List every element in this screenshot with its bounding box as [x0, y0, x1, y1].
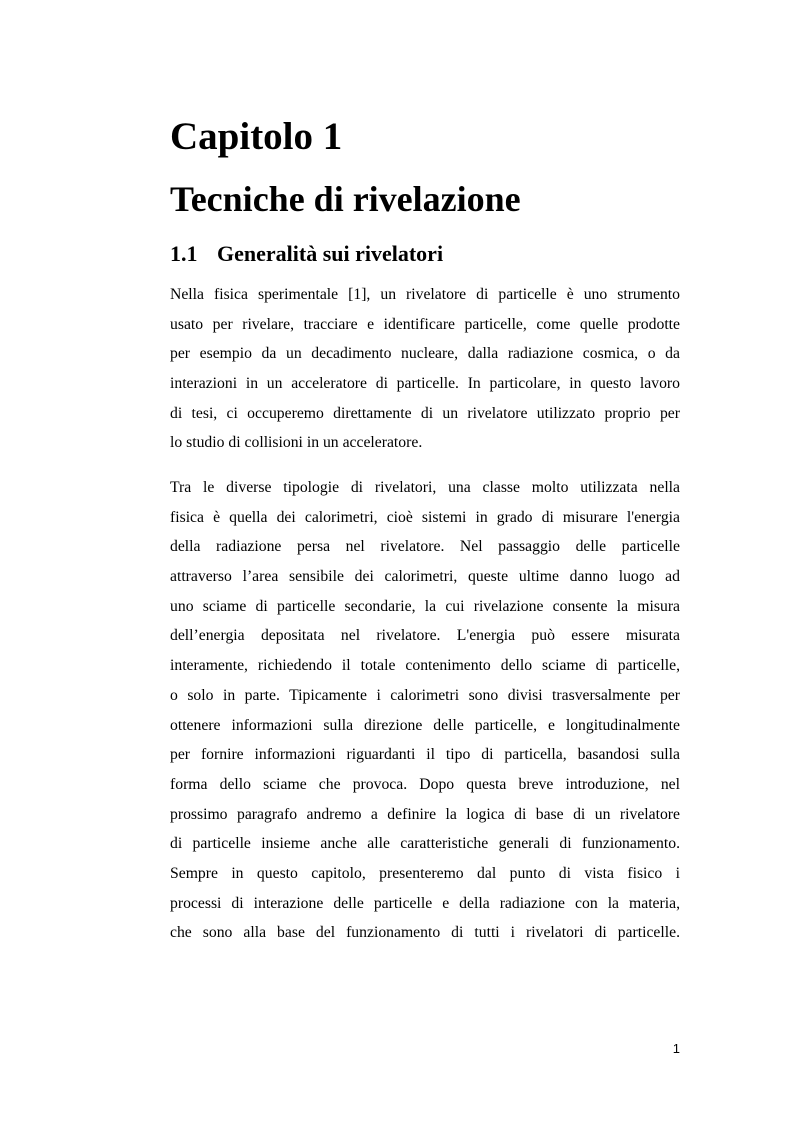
section-number: 1.1 — [170, 241, 198, 266]
text-line: lo studio di collisioni in un acceleratore. — [170, 434, 423, 452]
text-line: fisica è quella dei calorimetri, cioè sistemi in grado di misurare l'energia — [170, 508, 680, 526]
paragraph-1 — [170, 280, 680, 458]
text-line: interamente, richiedendo il totale contenimento dello sciame di particelle, — [170, 657, 680, 675]
text-line: uno sciame di particelle secondarie, la cui rivelazione consente la misura — [170, 597, 680, 615]
text-line: prossimo paragrafo andremo a definire la logica di base di un rivelatore — [170, 805, 680, 823]
text-line: per esempio da un decadimento nucleare, dalla radiazione cosmica, o da — [170, 345, 680, 363]
text-line: forma dello sciame che provoca. Dopo questa breve introduzione, nel — [170, 775, 680, 793]
text-line: dell’energia depositata nel rivelatore. L'energia può essere misurata — [170, 627, 680, 645]
text-line: di particelle insieme anche alle caratteristiche generali di funzionamento. — [170, 835, 680, 853]
paragraph-2 — [170, 473, 680, 948]
text-line: Nella fisica sperimentale [1], un rivelatore di particelle è uno strumento — [170, 286, 680, 303]
text-line: attraverso l’area sensibile dei calorimetri, queste ultime danno luogo ad — [170, 568, 680, 586]
text-line: interazioni in un acceleratore di particelle. In particolare, in questo lavoro — [170, 375, 680, 393]
text-line: usato per rivelare, tracciare e identificare particelle, come quelle prodotte — [170, 315, 680, 333]
text-line: ottenere informazioni sulla direzione delle particelle, e longitudinalmente — [170, 716, 680, 734]
text-line: processi di interazione delle particelle e della radiazione con la materia, — [170, 894, 680, 912]
chapter-title: Tecniche di rivelazione — [170, 179, 521, 219]
text-line: della radiazione persa nel rivelatore. Nel passaggio delle particelle — [170, 538, 680, 556]
text-line: per fornire informazioni riguardanti il tipo di particella, basandosi sulla — [170, 746, 680, 764]
page-number: 1 — [672, 1041, 680, 1056]
text-line: di tesi, ci occuperemo direttamente di un rivelatore utilizzato proprio per — [170, 404, 680, 422]
text-line: o solo in parte. Tipicamente i calorimetri sono divisi trasversalmente per — [170, 686, 680, 704]
section-heading — [170, 238, 443, 270]
text-line: Tra le diverse tipologie di rivelatori, una classe molto utilizzata nella — [170, 479, 680, 496]
section-title: Generalità sui rivelatori — [217, 241, 444, 266]
text-line: che sono alla base del funzionamento di tutti i rivelatori di particelle. — [170, 924, 680, 942]
chapter-label: Capitolo 1 — [170, 115, 343, 158]
text-line: Sempre in questo capitolo, presenteremo dal punto di vista fisico i — [170, 864, 680, 882]
